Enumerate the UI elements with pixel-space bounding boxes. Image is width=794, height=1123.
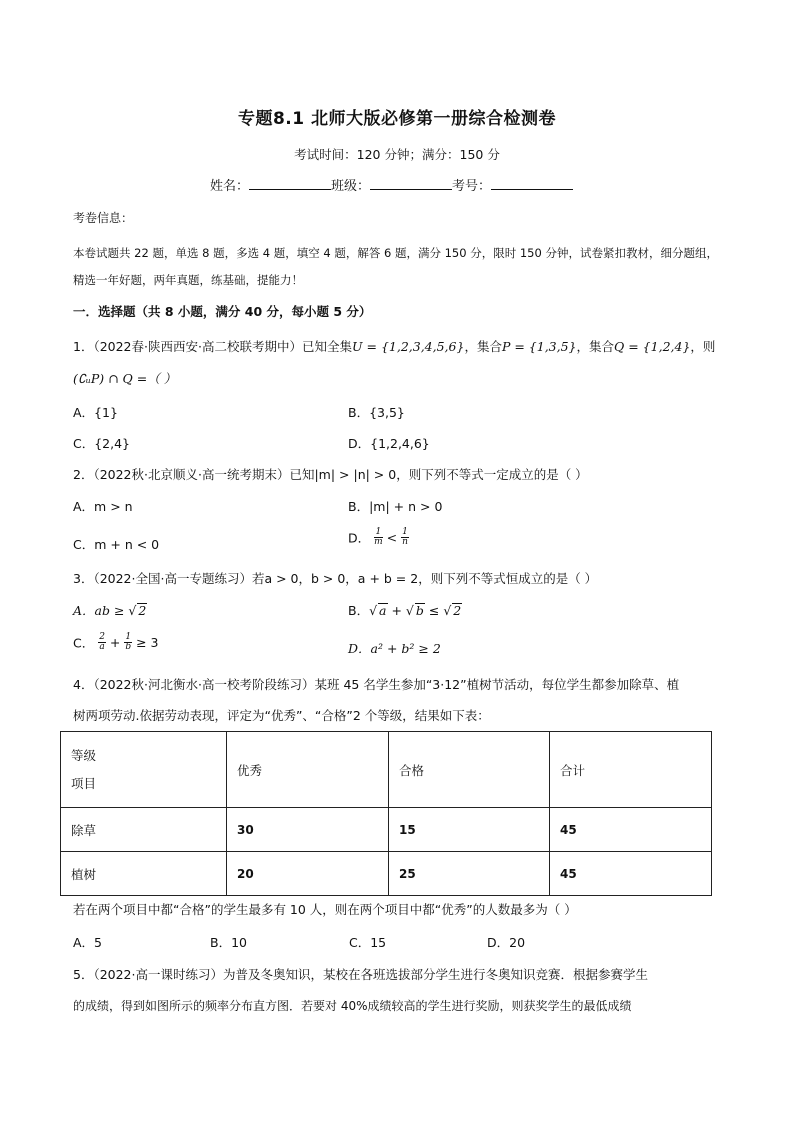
info-heading: 考卷信息： [73,211,134,225]
q1-text: ，集合 [464,339,502,354]
table-cell: 45 [550,808,712,852]
q1-option-b[interactable]: B．{3,5} [348,405,405,420]
q3-text: 若a > 0，b > 0，a + b = 2，则下列不等式恒成立的是（ ） [251,571,598,586]
q1-option-c[interactable]: C．{2,4} [73,436,131,451]
q3-option-b-label: B． [348,603,370,618]
q2-option-a[interactable]: A．m > n [73,499,133,514]
q4-text: 某班 45 名学生参加“3·12”植树节活动，每位学生都参加除草、植 [314,677,680,692]
frac-numerator: 1 [402,527,408,537]
question-4-line2: 树两项劳动.依据劳动表现，评定为“优秀”、“合格”2 个等级，结果如下表： [73,708,490,723]
table-cell: 30 [227,808,389,852]
q1-text: ，集合 [576,339,615,354]
q1-source: （2022春·陕西西安·高二校联考期中） [93,339,302,354]
q1-set-p: P = {1,3,5} [501,339,577,354]
info-body: 本卷试题共 22 题，单选 8 题，多选 4 题，填空 4 题，解答 6 题，满分 150 分，限时 150 分钟，试卷紧扣教材，细分题组，精选一年好题，两年真题，练基础，提能力！ [73,246,718,287]
q2-text: 已知|m| > |n| > 0，则下列不等式一定成立的是（ ） [289,467,588,482]
q4-option-a[interactable]: A．5 [73,935,103,950]
table-cell: 20 [227,852,389,896]
q3-option-c-label: C． [73,635,95,651]
q3-source: （2022·全国·高一专题练习） [93,571,252,586]
question-2 [73,465,588,483]
q5-source: （2022·高一课时练习） [93,967,223,982]
q4-number: 4． [73,677,94,692]
q2-option-c[interactable]: C．m + n < 0 [73,537,160,552]
q2-option-d[interactable] [348,528,409,547]
row-label: 除草 [61,808,227,852]
frac-denominator: m [374,537,383,547]
plus: + [387,603,406,618]
q4-source: （2022秋·河北衡水·高一校考阶段练习） [93,677,315,692]
header-cell: 优秀 [227,732,389,808]
q3-frac-2a [98,633,106,652]
q1-text: 已知全集 [301,339,352,354]
q2-number: 2． [73,467,94,482]
header-cell: 合格 [389,732,550,808]
sqrt-radicand: b [415,603,424,618]
frac-numerator: 2 [99,632,105,642]
sqrt-icon: √ [128,603,137,618]
q1-set-q: Q = {1,2,4} [614,339,691,354]
question-1 [73,337,715,355]
table-row [61,808,712,852]
corner-top-label: 等级 [71,747,97,763]
geq: ≥ 3 [132,635,159,650]
question-4 [73,675,679,693]
number-label: 考号： [452,179,492,194]
page-title: 专题8.1 北师大版必修第一册综合检测卷 [237,109,557,129]
table-cell: 15 [389,808,550,852]
q4-option-b[interactable]: B．10 [210,935,247,950]
q2-source: （2022秋·北京顺义·高一统考期末） [93,467,290,482]
q3-frac-1b [124,633,132,652]
question-5 [73,965,648,983]
q1-option-d[interactable]: D．{1,2,4,6} [348,436,430,451]
class-label: 班级： [331,179,371,194]
question-3 [73,569,597,587]
q4-option-c[interactable]: C．15 [349,935,387,950]
q3-option-c[interactable] [73,633,158,652]
leq: ≤ [424,603,444,618]
sqrt-radicand: 2 [138,603,147,618]
q2-frac-1m [374,528,383,547]
student-fields [210,175,573,194]
q3-option-d[interactable]: D．a² + b² ≥ 2 [348,641,441,656]
q2-frac-1n [401,528,409,547]
q2-option-b[interactable]: B．|m| + n > 0 [348,499,443,514]
q1-number: 1． [73,339,94,354]
class-field[interactable] [370,175,452,190]
q3-number: 3． [73,571,94,586]
frac-numerator: 1 [375,527,382,537]
q3-option-a[interactable] [73,601,147,619]
plus: + [105,635,125,650]
question-1-line2: (∁ᵤP) ∩ Q =（ ） [73,371,177,386]
frac-denominator: n [402,537,408,547]
name-label: 姓名： [210,179,250,194]
exam-time: 考试时间：120 分钟；满分：150 分 [294,147,500,162]
q2-option-d-label: D． [348,530,371,546]
q1-set-u: U = {1,2,3,4,5,6} [351,339,465,354]
less-than: < [386,530,398,545]
row-label: 植树 [61,852,227,896]
q3-option-b[interactable] [348,601,462,619]
question-5-line2: 的成绩，得到如图所示的频率分布直方图．若要对 40%成绩较高的学生进行奖励，则获奖学生的最低成绩 [73,999,632,1013]
sqrt-radicand: 2 [453,603,462,618]
name-field[interactable] [249,175,331,190]
frac-numerator: 1 [125,632,132,642]
sqrt-icon: √ [443,603,452,618]
frac-denominator: a [99,642,105,652]
q1-option-a[interactable]: A．{1} [73,405,118,420]
table-row [61,852,712,896]
table-cell: 45 [550,852,712,896]
sqrt-icon: √ [369,603,378,618]
q5-text: 为普及冬奥知识，某校在各班选拔部分学生进行冬奥知识竞赛．根据参赛学生 [223,967,649,982]
sqrt-icon: √ [405,603,414,618]
q1-text: ，则 [690,339,716,354]
number-field[interactable] [491,175,573,190]
sqrt-radicand: a [379,603,387,618]
table-corner-cell [61,732,227,808]
header-cell: 合计 [550,732,712,808]
score-table [60,731,712,896]
corner-bottom-label: 项目 [71,775,97,791]
q4-question: 若在两个项目中都“合格”的学生最多有 10 人，则在两个项目中都“优秀”的人数最多为（ ） [73,902,577,917]
table-cell: 25 [389,852,550,896]
q5-number: 5． [73,967,94,982]
frac-denominator: b [125,642,132,652]
q3-option-a-label: A．ab ≥ [73,603,129,618]
q4-option-d[interactable]: D．20 [487,935,526,950]
section-title: 一．选择题（共 8 小题，满分 40 分，每小题 5 分） [73,304,372,319]
